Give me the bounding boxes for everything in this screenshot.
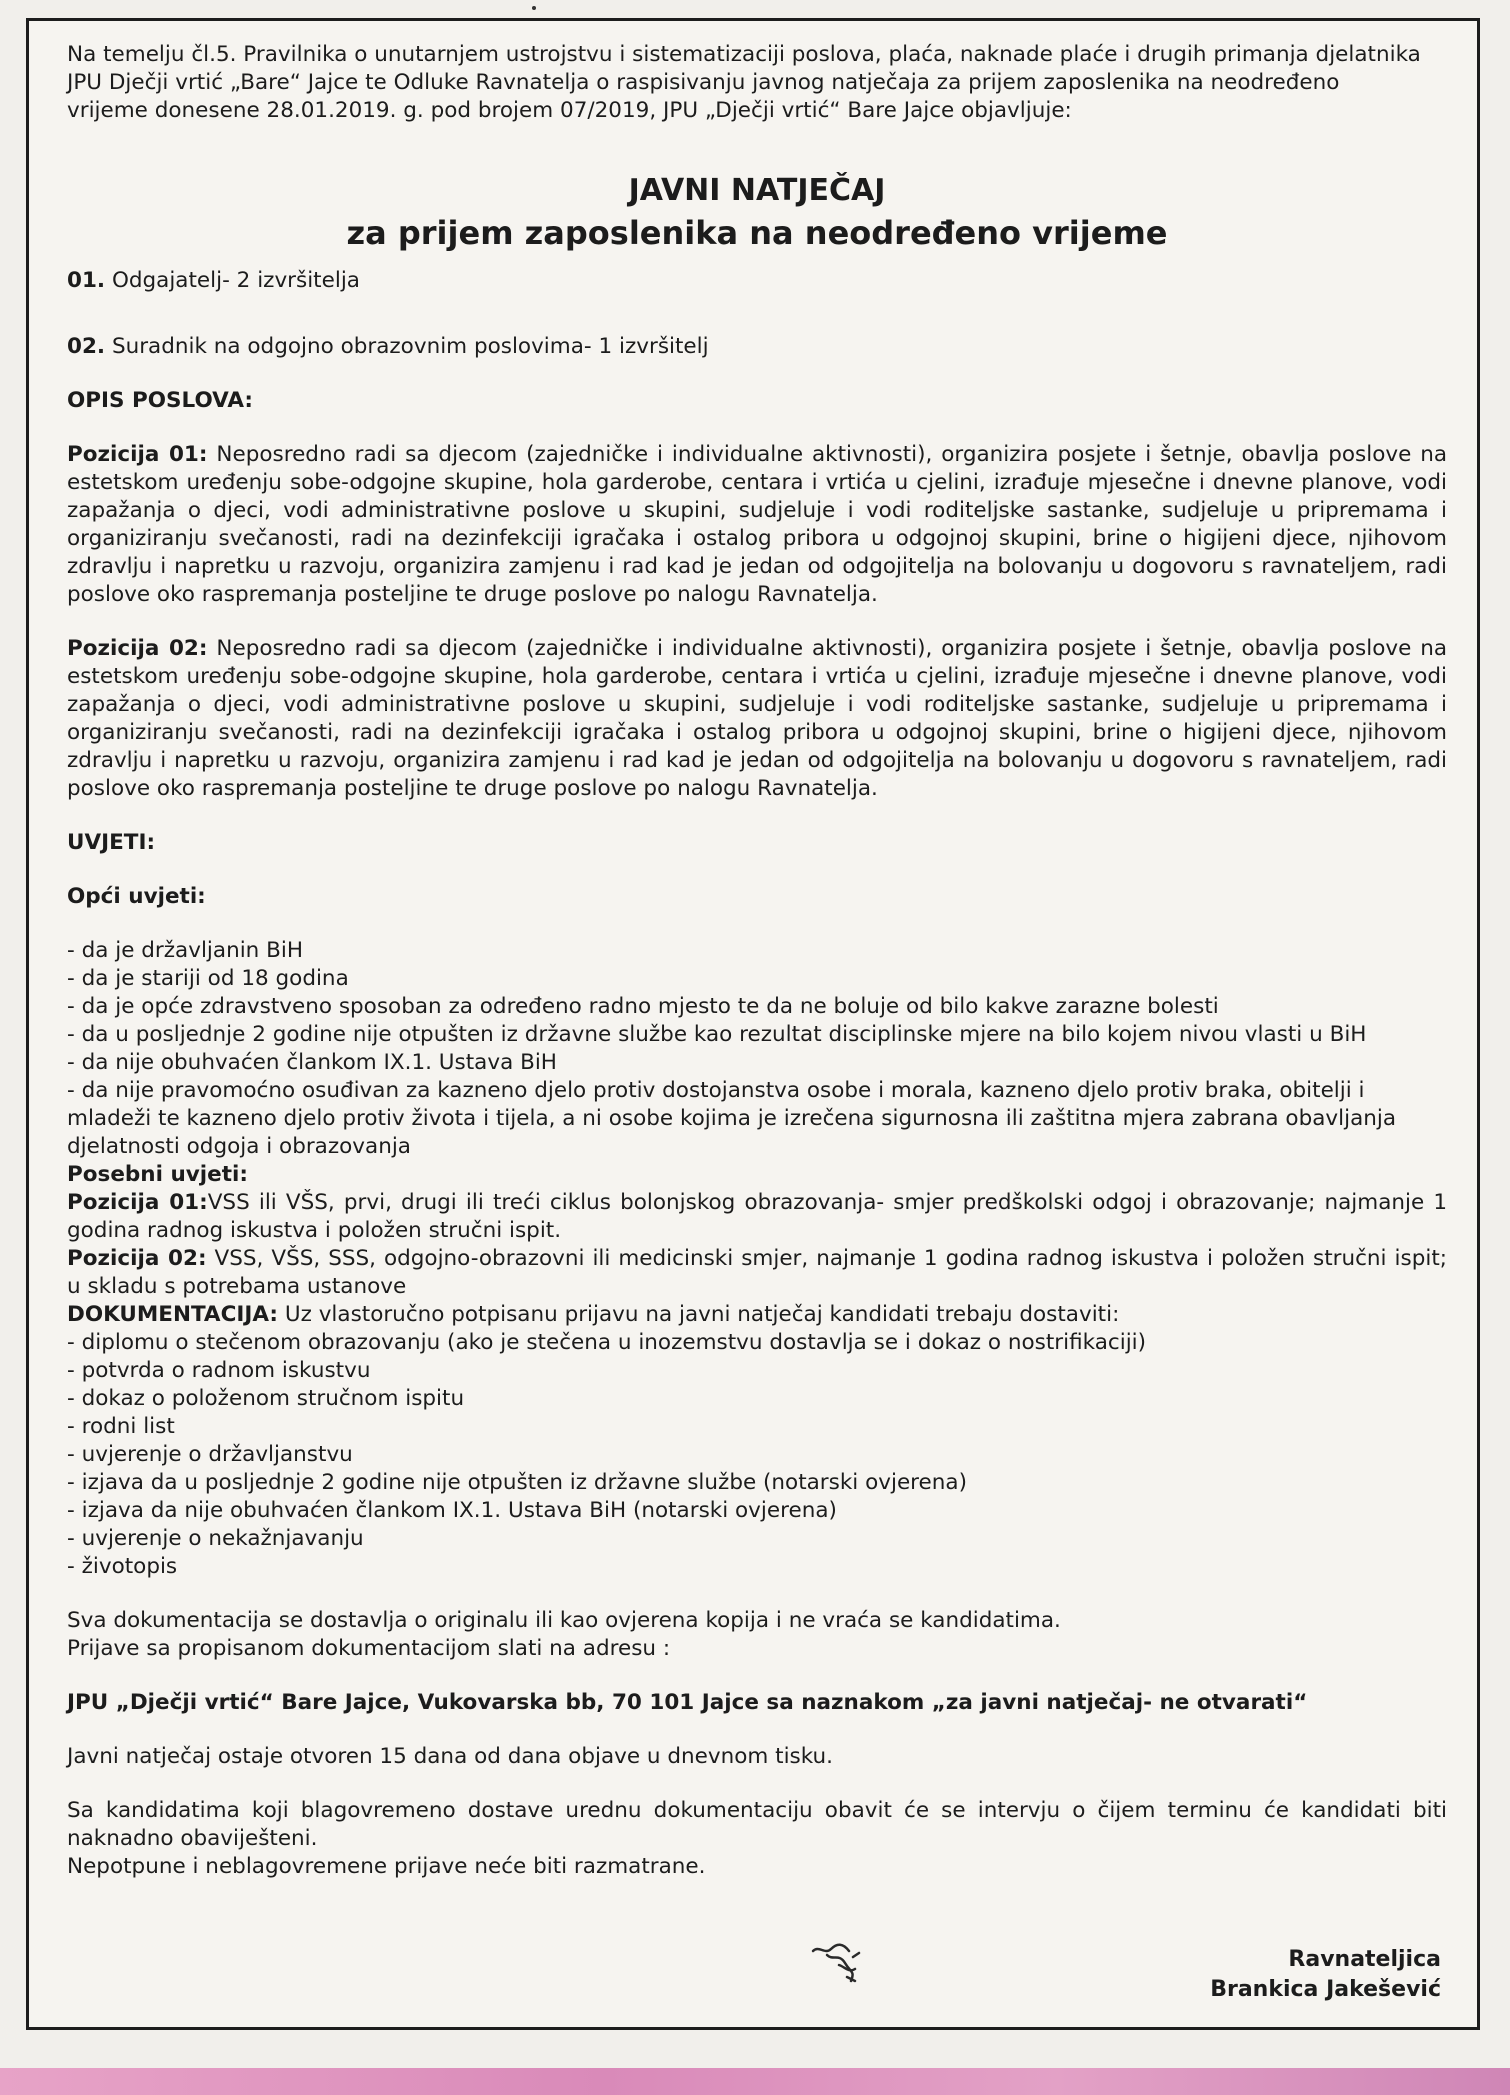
page-bottom-strip — [0, 2068, 1510, 2095]
notice-frame — [26, 18, 1480, 2030]
title-sub: za prijem zaposlenika na neodređeno vrijeme — [346, 214, 1168, 252]
opci-uvjeti-list — [67, 937, 1447, 1161]
opis-p2-label: Pozicija 02: — [67, 636, 208, 661]
uvjeti-heading: UVJETI: — [67, 830, 156, 855]
opis-pozicija-02 — [67, 635, 1447, 803]
notice-content — [67, 41, 1447, 1881]
interview-note: Sa kandidatima koji blagovremeno dostave urednu dokumentaciju obavit će se intervju o čijem terminu će kandidati biti naknadno obaviješteni. — [67, 1798, 1447, 1851]
list-item: - diplomu o stečenom obrazovanju (ako je stečena u inozemstvu dostavlja se i dokaz o nostrifikaciji) — [67, 1329, 1447, 1357]
position-item — [67, 333, 1447, 361]
mailing-address: JPU „Dječji vrtić“ Bare Jajce, Vukovarska bb, 70 101 Jajce sa naznakom „za javni natječaj- ne otvarati“ — [67, 1690, 1308, 1715]
print-dot — [532, 6, 536, 10]
intro-paragraph — [67, 41, 1447, 125]
title-main: JAVNI NATJEČAJ — [628, 173, 886, 208]
list-item: - da nije pravomoćno osuđivan za kazneno djelo protiv dostojanstva osobe i morala, kazneno djelo protiv braka, obitelji i mladeži te kazneno djelo protiv života i tijela, a ni osobe kojima je izrečena sigurnosna ili zaštitna mjera zabrana obavljanja djelatnosti odgoja i obrazovanja — [67, 1077, 1447, 1161]
posebni-uvjeti-heading: Posebni uvjeti: — [67, 1162, 248, 1187]
list-item: - dokaz o položenom stručnom ispitu — [67, 1385, 1447, 1413]
dokumentacija-label: DOKUMENTACIJA: — [67, 1302, 278, 1327]
incomplete-note: Nepotpune i neblagovremene prijave neće biti razmatrane. — [67, 1854, 706, 1879]
opci-uvjeti-heading: Opći uvjeti: — [67, 884, 206, 909]
list-item: - rodni list — [67, 1413, 1447, 1441]
list-item: - izjava da nije obuhvaćen člankom IX.1. Ustava BiH (notarski ovjerena) — [67, 1497, 1447, 1525]
intro-line: Na temelju čl.5. Pravilnika o unutarnjem ustrojstvu i sistematizaciji poslova, plaća, naknade plaće i drugih primanja djelatnika — [67, 42, 1421, 67]
signature-block — [1210, 1945, 1441, 2005]
dokumentacija-intro-text: Uz vlastoručno potpisanu prijavu na javni natječaj kandidati trebaju dostaviti: — [278, 1302, 1120, 1327]
posebni-p2-label: Pozicija 02: — [67, 1246, 207, 1271]
signature-scribble — [809, 1941, 879, 1987]
posebni-pozicija-01 — [67, 1189, 1447, 1245]
list-item: - da je opće zdravstveno sposoban za određeno radno mjesto te da ne boluje od bilo kakve zarazne bolesti — [67, 993, 1447, 1021]
list-item: - uvjerenje o nekažnjavanju — [67, 1525, 1447, 1553]
list-item: - da je državljanin BiH — [67, 937, 1447, 965]
list-item: - da u posljednje 2 godine nije otpušten iz državne službe kao rezultat disciplinske mjere na bilo kojem nivou vlasti u BiH — [67, 1021, 1447, 1049]
intro-line: JPU Dječji vrtić „Bare“ Jajce te Odluke Ravnatelja o raspisivanju javnog natječaja za prijem zaposlenika na neodređeno — [67, 70, 1340, 95]
dokumentacija-list — [67, 1329, 1447, 1581]
opis-heading: OPIS POSLOVA: — [67, 388, 253, 413]
dokumentacija-intro — [67, 1301, 1447, 1329]
list-item: - potvrda o radnom iskustvu — [67, 1357, 1447, 1385]
list-item: - izjava da u posljednje 2 godine nije otpušten iz državne službe (notarski ovjerena) — [67, 1469, 1447, 1497]
posebni-p1-label: Pozicija 01: — [67, 1190, 208, 1215]
signature-role: Ravnateljica — [1288, 1947, 1441, 1972]
closing-line: Sva dokumentacija se dostavlja o originalu ili kao ovjerena kopija i ne vraća se kandidatima. — [67, 1608, 1061, 1633]
opis-p2-text: Neposredno radi sa djecom (zajedničke i individualne aktivnosti), organizira posjete i šetnje, obavlja poslove na estetskom uređenju sobe-odgojne skupine, hola garderobe, centara i vrtića u cjelini, izrađuje mjesečne i dnevne planove, vodi zapažanja o djeci, vodi administrativne poslove u skupini, sudjeluje i vodi roditeljske sastanke, sudjeluje u pripremama i organiziranju svečanosti, radi na dezinfekciji igračaka i ostalog pribora u odgojnoj skupini, brine o higijeni djece, njihovom zdravlju i napretku u razvoju, organizira zamjenu i rad kad je jedan od odgojitelja na bolovanju u dogovoru s ravnateljem, radi poslove oko raspremanja posteljine te druge poslove po nalogu Ravnatelja. — [67, 636, 1448, 801]
posebni-pozicija-02 — [67, 1245, 1447, 1301]
opis-pozicija-01 — [67, 441, 1447, 609]
closing-line: Prijave sa propisanom dokumentacijom slati na adresu : — [67, 1636, 671, 1661]
position-text: Odgajatelj- 2 izvršitelja — [111, 268, 360, 293]
list-item: - životopis — [67, 1553, 1447, 1581]
position-text: Suradnik na odgojno obrazovnim poslovima- 1 izvršitelj — [111, 334, 709, 359]
list-item: - da nije obuhvaćen člankom IX.1. Ustava BiH — [67, 1049, 1447, 1077]
position-number: 02. — [67, 334, 106, 359]
posebni-p2-text: VSS, VŠS, SSS, odgojno-obrazovni ili medicinski smjer, najmanje 1 godina radnog iskustva i položen stručni ispit; u skladu s potrebama ustanove — [67, 1246, 1447, 1299]
posebni-p1-text: VSS ili VŠS, prvi, drugi ili treći ciklus bolonjskog obrazovanja- smjer predškolski odgoj i obrazovanje; najmanje 1 godina radnog iskustva i položen stručni ispit. — [67, 1190, 1448, 1243]
opis-p1-text: Neposredno radi sa djecom (zajedničke i individualne aktivnosti), organizira posjete i šetnje, obavlja poslove na estetskom uređenju sobe-odgojne skupine, hola garderobe, centara i vrtića u cjelini, izrađuje mjesečne i dnevne planove, vodi zapažanja o djeci, vodi administrativne poslove u skupini, sudjeluje i vodi roditeljske sastanke, sudjeluje u pripremama i organiziranju svečanosti, radi na dezinfekciji igračaka i ostalog pribora u odgojnoj skupini, brine o higijeni djece, njihovom zdravlju i napretku u razvoju, organizira zamjenu i rad kad je jedan od odgojitelja na bolovanju u dogovoru s ravnateljem, radi poslove oko raspremanja posteljine te druge poslove po nalogu Ravnatelja. — [67, 442, 1448, 607]
intro-line: vrijeme donesene 28.01.2019. g. pod brojem 07/2019, JPU „Dječji vrtić“ Bare Jajce objavljuje: — [67, 98, 1072, 123]
list-item: - uvjerenje o državljanstvu — [67, 1441, 1447, 1469]
signature-name: Brankica Jakešević — [1210, 1977, 1441, 2002]
list-item: - da je stariji od 18 godina — [67, 965, 1447, 993]
open-period: Javni natječaj ostaje otvoren 15 dana od dana objave u dnevnom tisku. — [67, 1744, 834, 1769]
position-number: 01. — [67, 268, 106, 293]
opis-p1-label: Pozicija 01: — [67, 442, 208, 467]
position-item — [67, 267, 1447, 295]
notice-title — [67, 171, 1447, 255]
